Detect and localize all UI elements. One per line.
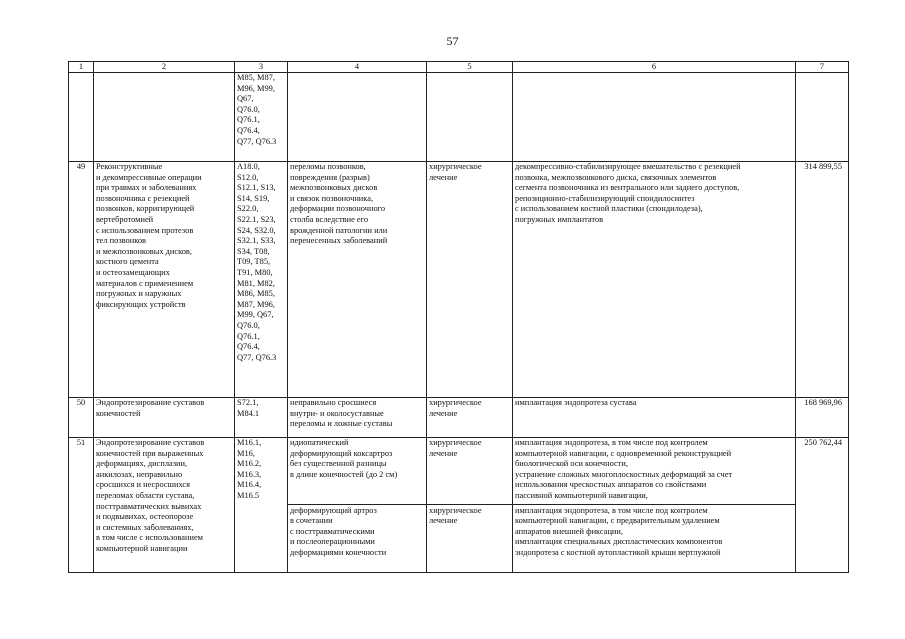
model-block [290, 438, 424, 502]
treatment-method [513, 73, 796, 162]
header-cell: 4 [288, 62, 427, 73]
procedure-name-line: с использованием протезов [96, 225, 194, 235]
icd-code-line: M16.4, [237, 480, 262, 490]
icd-code-line: S12.1, S13, [237, 183, 276, 193]
diagnosis-line: перенесенных заболеваний [290, 236, 388, 246]
diagnosis-line: переломы позвонков, [290, 162, 366, 171]
diagnosis-line: деформирующий артроз [290, 505, 377, 515]
row-number [69, 73, 94, 162]
header-cell: 5 [427, 62, 513, 73]
procedure-name-line: и межпозвонковых дисков, [96, 246, 192, 256]
treatment-method [513, 438, 796, 573]
patient-model [288, 73, 427, 162]
row-number: 50 [69, 398, 94, 438]
patient-model [288, 398, 427, 438]
procedure-name-line: Эндопротезирование суставов [96, 438, 205, 447]
method-line: имплантация эндопротеза, в том числе под контролем [515, 438, 708, 447]
table-row [69, 398, 849, 438]
diagnosis-line: и связок позвоночника, [290, 193, 374, 203]
model-block [513, 504, 795, 561]
treatment-type [427, 398, 513, 438]
model-block [427, 504, 512, 561]
procedure-name-line: позвонков, корригирующей [96, 204, 195, 214]
diagnosis-line: в сочетании [290, 516, 333, 526]
procedure-name-line: Эндопротезирование суставов [96, 398, 205, 407]
diagnosis-line: столба вследствие его [290, 214, 369, 224]
icd-code-line: M99, Q67, [237, 310, 274, 320]
method-line: имплантация эндопротеза сустава [515, 398, 637, 407]
icd-code-line: Q76.0, [237, 104, 260, 114]
icd-codes [235, 398, 288, 438]
treatment-type [427, 73, 513, 162]
icd-code-line: M16.5 [237, 490, 260, 500]
diagnosis-line: в длине конечностей (до 2 см) [290, 469, 398, 479]
diagnosis-line: и послеоперационными [290, 537, 375, 547]
icd-code-line: S24, S32.0, [237, 225, 276, 235]
method-line: использования чрескостных аппаратов со свойствами [515, 480, 707, 490]
icd-code-line: S34, T08, [237, 246, 270, 256]
model-block [515, 398, 793, 430]
model-block [288, 504, 426, 561]
procedure-name-line: вертебротомией [96, 214, 154, 224]
row-number: 51 [69, 438, 94, 573]
icd-code-line: S22.0, [237, 204, 259, 214]
procedure-name-line: в том числе с использованием [96, 533, 203, 543]
method-line: с использованием костной пластики (спондилодеза), [515, 204, 703, 214]
icd-code-line: Q76.1, [237, 331, 260, 341]
method-line: эндопротеза с костной аутопластикой крыши вертлужной [515, 547, 721, 557]
procedure-name-line: и системных заболеваниях, [96, 522, 194, 532]
icd-code-line: T91, M80, [237, 267, 273, 277]
icd-code-line: S12.0, [237, 172, 259, 182]
header-cell: 1 [69, 62, 94, 73]
header-cell: 6 [513, 62, 796, 73]
icd-code-line: S72.1, [237, 398, 259, 407]
diagnosis-line: межпозвонковых дисков [290, 183, 378, 193]
icd-code-line: M16.3, [237, 469, 262, 479]
procedure-name-line: при травмах и заболеваниях [96, 183, 197, 193]
treatment-line: хирургическое [429, 398, 482, 407]
treatment-line: хирургическое [429, 505, 482, 515]
icd-code-line: Q76.4, [237, 125, 260, 135]
icd-code-line: Q77, Q76.3 [237, 352, 277, 362]
table-row [69, 438, 849, 573]
table-body [69, 73, 849, 573]
procedure-name [94, 73, 235, 162]
diagnosis-line: повреждения (разрыв) [290, 172, 370, 182]
treatment-line: хирургическое [429, 438, 482, 447]
icd-code-line: M87, M96, [237, 299, 275, 309]
procedure-name-line: погружных и наружных [96, 289, 182, 299]
patient-model [288, 438, 427, 573]
icd-code-line: M16.2, [237, 459, 262, 469]
procedure-name [94, 438, 235, 573]
procedure-name [94, 162, 235, 398]
icd-code-line: Q76.4, [237, 342, 260, 352]
medical-care-table [68, 61, 849, 573]
icd-code-line: T09, T85, [237, 257, 271, 267]
page-number: 57 [446, 34, 459, 48]
model-block [515, 438, 793, 502]
model-block [429, 398, 510, 430]
procedure-name-line: переломах области сустава, [96, 490, 195, 500]
price-value: 250 762,44 [796, 438, 849, 573]
icd-code-line: Q76.1, [237, 115, 260, 125]
method-line: компьютерной навигации, с предварительным удалением [515, 516, 720, 526]
price-value [796, 73, 849, 162]
diagnosis-line: с посттравматическими [290, 526, 375, 536]
treatment-line: лечение [429, 408, 458, 418]
method-line: компьютерной навигации, с одновременной реконструкцией [515, 448, 732, 458]
icd-code-line: S22.1, S23, [237, 214, 276, 224]
patient-model [288, 162, 427, 398]
treatment-type [427, 438, 513, 573]
icd-codes [235, 438, 288, 573]
procedure-name-line: сросшихся и несросшихся [96, 480, 191, 490]
procedure-name-line: анкилозах, неправильно [96, 469, 183, 479]
method-line: сегмента позвоночника из вентрального или заднего доступов, [515, 183, 740, 193]
icd-code-line: A18.0, [237, 162, 260, 171]
method-line: аппаратов внешней фиксации, [515, 526, 623, 536]
procedure-name-line: фиксирующих устройств [96, 299, 186, 309]
procedure-name-line: позвоночника с резекцией [96, 193, 190, 203]
diagnosis-line: деформирующий коксартроз [290, 448, 393, 458]
header-cell: 2 [94, 62, 235, 73]
diagnosis-line: идиопатический [290, 438, 349, 447]
diagnosis-line: неправильно сросшиеся [290, 398, 377, 407]
procedure-name-line: деформациях, дисплазии, [96, 459, 188, 469]
icd-code-line: M86, M85, [237, 289, 275, 299]
method-line: пассивной компьютерной навигации, [515, 490, 648, 500]
treatment-method [513, 398, 796, 438]
icd-code-line: M81, M82, [237, 278, 275, 288]
row-number: 49 [69, 162, 94, 398]
header-cell: 3 [235, 62, 288, 73]
icd-code-line: Q77, Q76.3 [237, 136, 277, 146]
model-block [515, 162, 793, 247]
treatment-line: лечение [429, 516, 458, 526]
model-block [290, 398, 424, 430]
treatment-type [427, 162, 513, 398]
icd-codes [235, 162, 288, 398]
icd-code-line: S32.1, S33, [237, 236, 276, 246]
treatment-line: лечение [429, 448, 458, 458]
procedure-name-line: и подвывихах, остеопорозе [96, 512, 194, 522]
procedure-name-line: и декомпрессивные операции [96, 172, 202, 182]
treatment-line: лечение [429, 172, 458, 182]
method-line: репозиционно-стабилизирующий спондилосинтез [515, 193, 695, 203]
method-line: биологической оси конечности, [515, 459, 628, 469]
icd-code-line: Q76.0, [237, 320, 260, 330]
model-block [429, 162, 510, 247]
table-row [69, 73, 849, 162]
procedure-name-line: материалов с применением [96, 278, 194, 288]
model-block [290, 162, 424, 247]
icd-code-line: M85, M87, [237, 73, 275, 82]
icd-code-line: S14, S19, [237, 193, 270, 203]
method-line: устранение сложных многоплоскостных деформаций за счет [515, 469, 733, 479]
icd-code-line: M84.1 [237, 408, 260, 418]
header-row [69, 62, 849, 73]
icd-codes [235, 73, 288, 162]
procedure-name-line: Реконструктивные [96, 162, 163, 171]
procedure-name-line: посттравматических вывихах [96, 501, 202, 511]
treatment-line: хирургическое [429, 162, 482, 171]
diagnosis-line: внутри- и околосуставные [290, 408, 384, 418]
procedure-name-line: конечностей при выраженных [96, 448, 204, 458]
price-value: 168 969,96 [796, 398, 849, 438]
procedure-name-line: костного цемента [96, 257, 159, 267]
icd-code-line: M96, M99, [237, 83, 275, 93]
procedure-name-line: конечностей [96, 408, 141, 418]
method-line: позвонка, межпозвонкового диска, связочных элементов [515, 172, 717, 182]
procedure-name-line: компьютерной навигации [96, 543, 188, 553]
method-line: погружных имплантатов [515, 214, 604, 224]
treatment-method [513, 162, 796, 398]
diagnosis-line: деформациями конечности [290, 547, 387, 557]
header-cell: 7 [796, 62, 849, 73]
table-row [69, 162, 849, 398]
icd-code-line: Q67, [237, 94, 254, 104]
method-line: имплантация эндопротеза, в том числе под контролем [515, 505, 708, 515]
icd-code-line: M16.1, [237, 438, 262, 447]
price-value: 314 899,55 [796, 162, 849, 398]
procedure-name [94, 398, 235, 438]
diagnosis-line: без существенной разницы [290, 459, 387, 469]
procedure-name-line: тел позвонков [96, 236, 146, 246]
icd-code-line: M16, [237, 448, 255, 458]
procedure-name-line: и остеозамещающих [96, 267, 170, 277]
diagnosis-line: врожденной патологии или [290, 225, 388, 235]
method-line: имплантация специальных диспластических компонентов [515, 537, 723, 547]
method-line: декомпрессивно-стабилизирующее вмешательство с резекцией [515, 162, 741, 171]
diagnosis-line: деформации позвоночного [290, 204, 386, 214]
diagnosis-line: переломы и ложные суставы [290, 419, 393, 429]
model-block [429, 438, 510, 502]
